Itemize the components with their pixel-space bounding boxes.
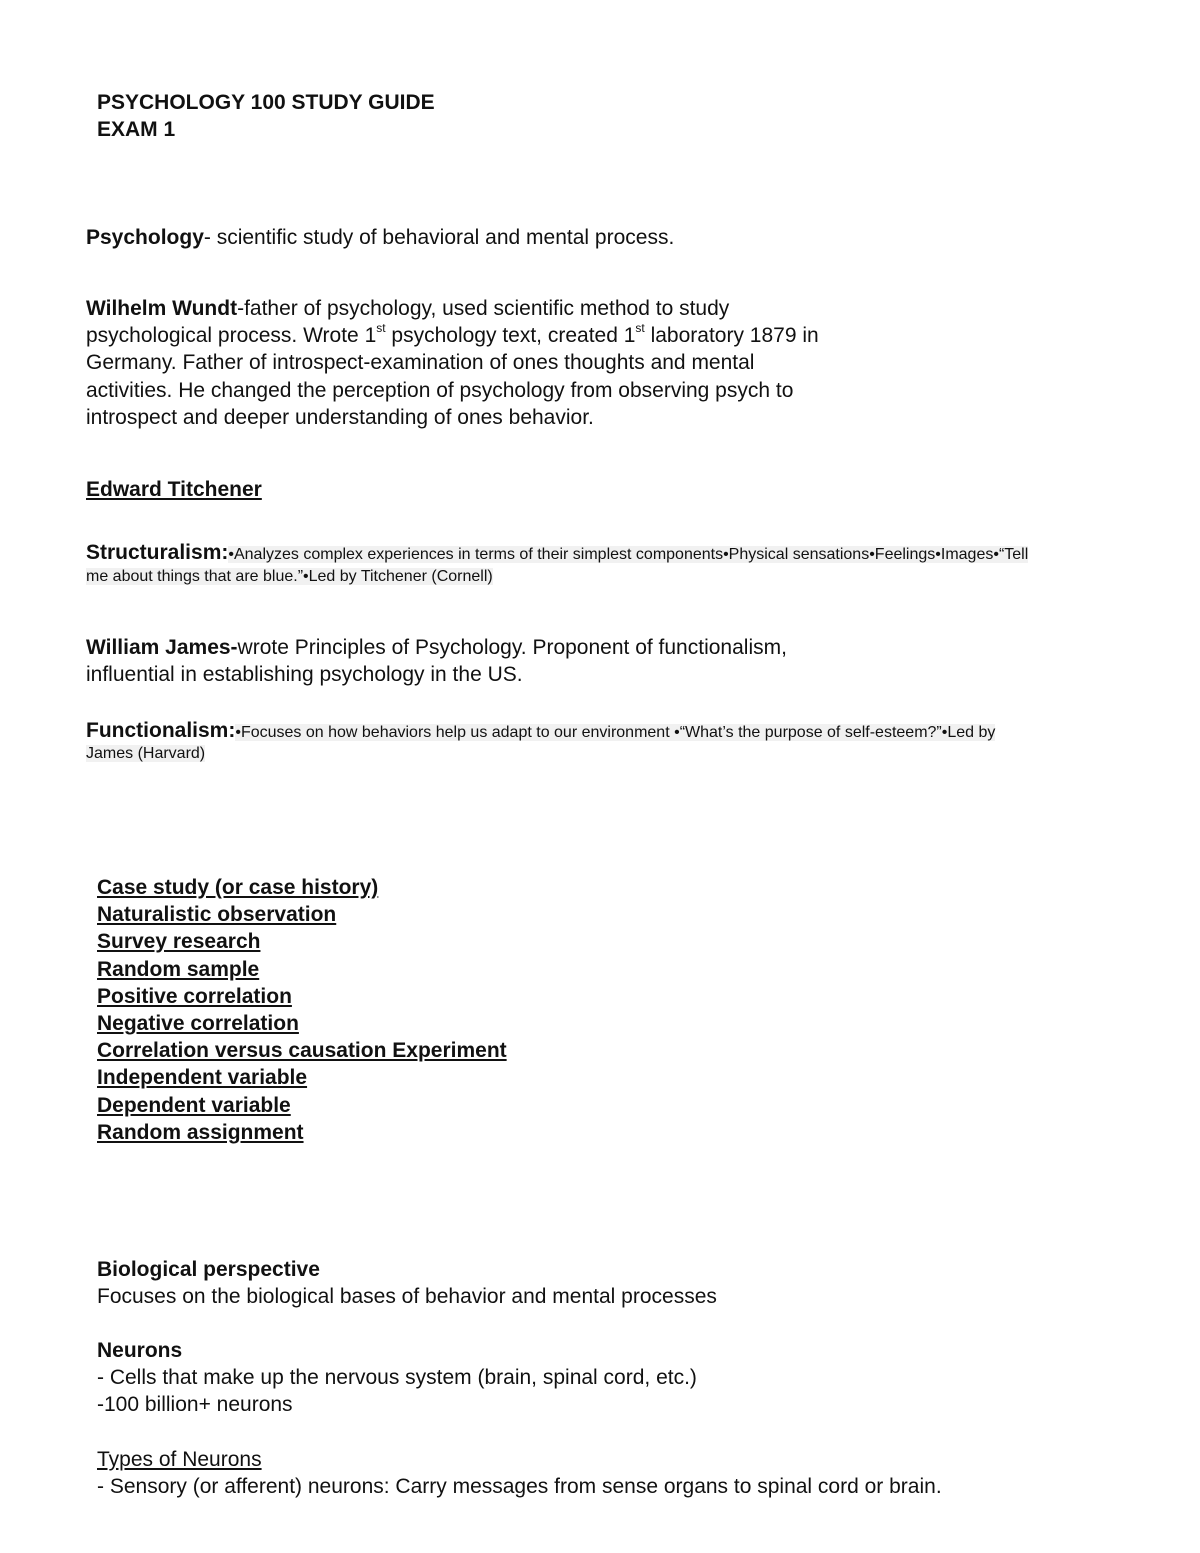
research-term: Survey research [97, 930, 261, 953]
structuralism-term: Structuralism: [86, 541, 229, 564]
wundt-sup-2: st [635, 321, 645, 335]
research-term: Correlation versus causation Experiment [97, 1039, 507, 1062]
neurons-heading: Neurons [97, 1339, 183, 1362]
functionalism-term: Functionalism: [86, 719, 236, 742]
wundt-text-2c: laboratory 1879 in [644, 324, 819, 347]
structuralism-line-1 [86, 539, 1028, 568]
psychology-definition-line [86, 224, 674, 251]
wundt-line-5: introspect and deeper understanding of ones behavior. [86, 406, 594, 429]
research-term: Case study (or case history) [97, 876, 379, 899]
wundt-line-1 [86, 295, 729, 322]
james-line-2: influential in establishing psychology in the US. [86, 663, 523, 686]
wundt-term: Wilhelm Wundt [86, 297, 238, 320]
research-term: Random assignment [97, 1121, 304, 1144]
types-of-neurons-heading: Types of Neurons [97, 1448, 262, 1471]
structuralism-text-2: me about things that are blue.”•Led by Titchener (Cornell) [86, 568, 493, 585]
neurons-line-2: -100 billion+ neurons [97, 1393, 293, 1416]
research-term: Positive correlation [97, 985, 292, 1008]
biological-definition: Focuses on the biological bases of behavior and mental processes [97, 1285, 717, 1308]
psychology-definition: - scientific study of behavioral and mental process. [203, 226, 675, 249]
neurons-line-1: - Cells that make up the nervous system (brain, spinal cord, etc.) [97, 1366, 697, 1389]
wundt-line-3: Germany. Father of introspect-examination of ones thoughts and mental [86, 351, 755, 374]
types-of-neurons-line-1: - Sensory (or afferent) neurons: Carry messages from sense organs to spinal cord or brain. [97, 1475, 942, 1498]
james-term: William James- [86, 636, 238, 659]
functionalism-line-2 [86, 743, 205, 765]
james-text-1: wrote Principles of Psychology. Proponent of functionalism, [237, 636, 787, 659]
page-subtitle: EXAM 1 [97, 118, 176, 141]
functionalism-line-1 [86, 717, 995, 746]
functionalism-text-1: •Focuses on how behaviors help us adapt to our environment •“What’s the purpose of self-esteem?”•Led by [235, 724, 996, 741]
research-term: Independent variable [97, 1066, 308, 1089]
wundt-text-1: -father of psychology, used scientific method to study [237, 297, 730, 320]
wundt-sup-1: st [376, 321, 386, 335]
structuralism-text-1: •Analyzes complex experiences in terms of their simplest components•Physical sensations•Feelings•Images•“Tell [228, 546, 1029, 563]
structuralism-line-2 [86, 566, 493, 588]
james-line-1 [86, 634, 787, 661]
research-term: Dependent variable [97, 1094, 291, 1117]
psychology-term: Psychology [86, 226, 204, 249]
research-term: Naturalistic observation [97, 903, 337, 926]
wundt-line-4: activities. He changed the perception of psychology from observing psych to [86, 379, 794, 402]
wundt-text-2b: psychology text, created 1 [385, 324, 636, 347]
research-term: Random sample [97, 958, 260, 981]
functionalism-text-2: James (Harvard) [86, 745, 206, 762]
page-title: PSYCHOLOGY 100 STUDY GUIDE [97, 91, 435, 114]
research-term: Negative correlation [97, 1012, 299, 1035]
wundt-text-2a: psychological process. Wrote 1 [86, 324, 377, 347]
wundt-line-2 [86, 322, 819, 349]
biological-heading: Biological perspective [97, 1258, 320, 1281]
titchener-heading: Edward Titchener [86, 478, 262, 501]
